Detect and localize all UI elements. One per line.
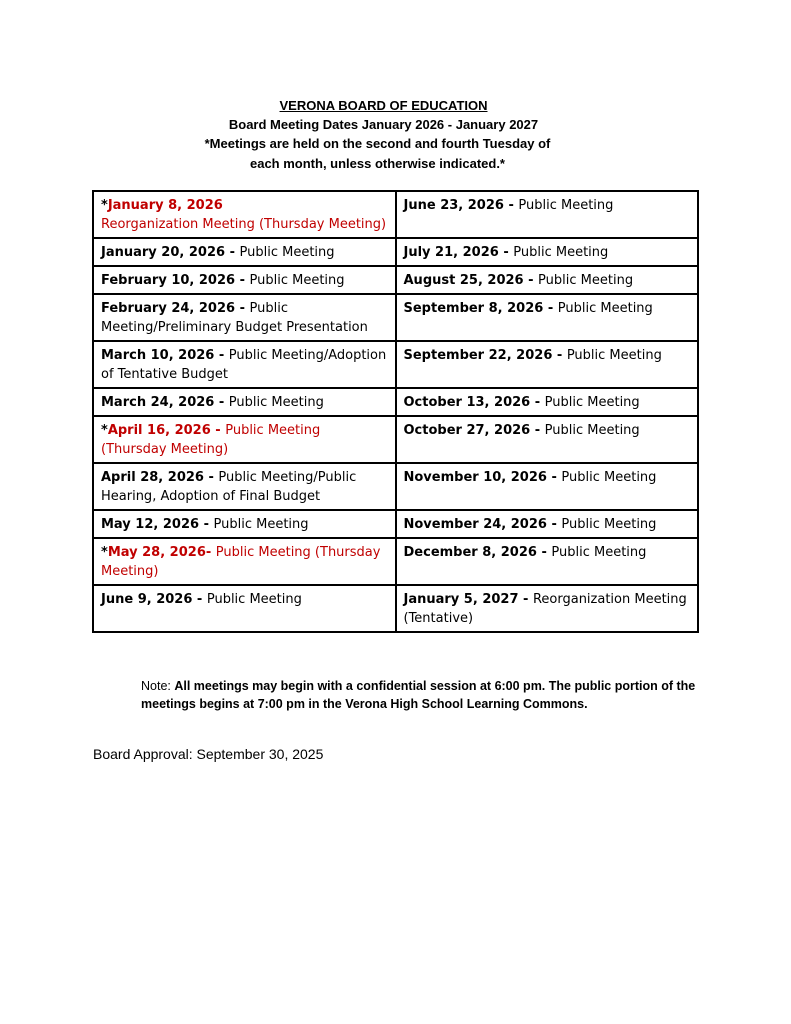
organization-title: VERONA BOARD OF EDUCATION — [279, 98, 488, 113]
meeting-date: January 8, 2026 — [107, 198, 223, 213]
meeting-date: February 24, 2026 — [101, 301, 236, 316]
date-separator: - — [205, 545, 216, 560]
meeting-description: Public Meeting (Thursday Meeting) — [101, 545, 381, 579]
meeting-description: Public Meeting — [544, 423, 640, 438]
meeting-description: Public Meeting — [538, 273, 634, 288]
meeting-description: Public Meeting — [513, 245, 609, 260]
meeting-cell-left — [93, 238, 396, 266]
meeting-description: Public Meeting — [561, 470, 657, 485]
meeting-cell-right — [396, 463, 699, 510]
meeting-cell-left — [93, 341, 396, 388]
date-separator: - — [530, 395, 545, 410]
meeting-cell-right — [396, 294, 699, 341]
date-separator: - — [214, 395, 229, 410]
date-separator: - — [235, 301, 250, 316]
meeting-date: April 16, 2026 — [107, 423, 211, 438]
date-separator: - — [192, 592, 207, 607]
special-meeting-asterisk: * — [101, 198, 108, 213]
meeting-cell-left — [93, 416, 396, 463]
meeting-description: Public Meeting — [518, 198, 614, 213]
meeting-time-note — [141, 677, 701, 713]
note-text: All meetings may begin with a confidential session at 6:00 pm. The public portion of the meetings begins at 7:00 pm in the Verona High School Learning Commons. — [141, 679, 696, 711]
schedule-row — [93, 191, 698, 238]
meeting-description: Public Meeting — [544, 395, 640, 410]
board-approval-date: Board Approval: September 30, 2025 — [93, 746, 324, 762]
meeting-description: Public Meeting — [206, 592, 302, 607]
schedule-row — [93, 341, 698, 388]
meeting-description: Public Meeting — [249, 273, 345, 288]
meeting-description: Public Meeting/Preliminary Budget Presentation — [101, 301, 368, 335]
date-separator: - — [498, 245, 514, 260]
meeting-description: Reorganization Meeting (Tentative) — [403, 592, 687, 626]
special-meeting-asterisk: * — [101, 423, 108, 438]
schedule-row — [93, 294, 698, 341]
meeting-description: Public Meeting — [557, 301, 653, 316]
meeting-description: Public Meeting — [213, 517, 309, 532]
date-separator: - — [235, 273, 250, 288]
meeting-date: May 28, 2026 — [107, 545, 206, 560]
meeting-cell-left — [93, 388, 396, 416]
schedule-row — [93, 510, 698, 538]
meeting-date: June 23, 2026 — [403, 198, 504, 213]
meeting-schedule-table — [92, 190, 699, 633]
meeting-cell-right — [396, 585, 699, 632]
meeting-date: December 8, 2026 — [403, 545, 537, 560]
meeting-description: Public Meeting/Adoption of Tentative Budget — [101, 348, 387, 382]
schedule-row — [93, 416, 698, 463]
meeting-date: October 13, 2026 — [403, 395, 531, 410]
schedule-row — [93, 388, 698, 416]
meeting-date: July 21, 2026 — [403, 245, 499, 260]
meeting-cell-right — [396, 238, 699, 266]
meeting-schedule-body — [93, 191, 698, 632]
meeting-date: November 10, 2026 — [403, 470, 547, 485]
schedule-row — [93, 238, 698, 266]
date-separator: - — [546, 470, 562, 485]
meeting-cell-left — [93, 463, 396, 510]
meeting-date: February 10, 2026 — [101, 273, 236, 288]
meeting-cell-right — [396, 191, 699, 238]
meeting-date: September 8, 2026 — [403, 301, 544, 316]
meeting-date: September 22, 2026 — [403, 348, 553, 363]
date-separator: - — [503, 198, 519, 213]
schedule-row — [93, 266, 698, 294]
date-separator: - — [518, 592, 533, 607]
meeting-cell-right — [396, 341, 699, 388]
meeting-cell-right — [396, 266, 699, 294]
meeting-description: Public Meeting — [239, 245, 335, 260]
date-separator: - — [199, 517, 214, 532]
note-label: Note: — [141, 679, 175, 693]
meeting-description: Public Meeting/Public Hearing, Adoption of Final Budget — [101, 470, 357, 504]
meeting-description: Reorganization Meeting (Thursday Meeting) — [101, 217, 387, 232]
meeting-cell-left — [93, 266, 396, 294]
meeting-description: Public Meeting (Thursday Meeting) — [101, 423, 321, 457]
meeting-description: Public Meeting — [561, 517, 657, 532]
date-separator: - — [523, 273, 539, 288]
meeting-date: March 10, 2026 — [101, 348, 215, 363]
schedule-row — [93, 585, 698, 632]
meeting-description: Public Meeting — [228, 395, 324, 410]
meeting-cell-right — [396, 388, 699, 416]
meeting-description: Public Meeting — [551, 545, 647, 560]
meeting-description: Public Meeting — [566, 348, 662, 363]
meeting-cell-left — [93, 294, 396, 341]
meeting-date: May 12, 2026 — [101, 517, 200, 532]
date-separator: - — [530, 423, 545, 438]
date-separator: - — [210, 423, 226, 438]
schedule-note-line-1: *Meetings are held on the second and fourth Tuesday of — [204, 136, 551, 151]
date-separator: - — [536, 545, 552, 560]
schedule-row — [93, 538, 698, 585]
date-separator: - — [203, 470, 219, 485]
date-separator: - — [225, 245, 240, 260]
meeting-date: October 27, 2026 — [403, 423, 531, 438]
meeting-cell-right — [396, 538, 699, 585]
meeting-date: January 20, 2026 — [101, 245, 226, 260]
schedule-subtitle: Board Meeting Dates January 2026 - January 2027 — [228, 117, 539, 132]
meeting-date: November 24, 2026 — [403, 517, 547, 532]
meeting-cell-left — [93, 538, 396, 585]
meeting-cell-left — [93, 510, 396, 538]
meeting-cell-left — [93, 191, 396, 238]
date-separator: - — [546, 517, 562, 532]
meeting-date: March 24, 2026 — [101, 395, 215, 410]
schedule-row — [93, 463, 698, 510]
meeting-date: June 9, 2026 — [101, 592, 193, 607]
meeting-cell-right — [396, 510, 699, 538]
meeting-cell-left — [93, 585, 396, 632]
special-meeting-asterisk: * — [101, 545, 108, 560]
meeting-date: August 25, 2026 — [403, 273, 524, 288]
date-separator: - — [214, 348, 229, 363]
date-separator: - — [552, 348, 567, 363]
meeting-date: January 5, 2027 — [403, 592, 519, 607]
date-separator: - — [543, 301, 558, 316]
schedule-note-line-2: each month, unless otherwise indicated.* — [249, 156, 505, 171]
meeting-date: April 28, 2026 — [101, 470, 204, 485]
meeting-cell-right — [396, 416, 699, 463]
